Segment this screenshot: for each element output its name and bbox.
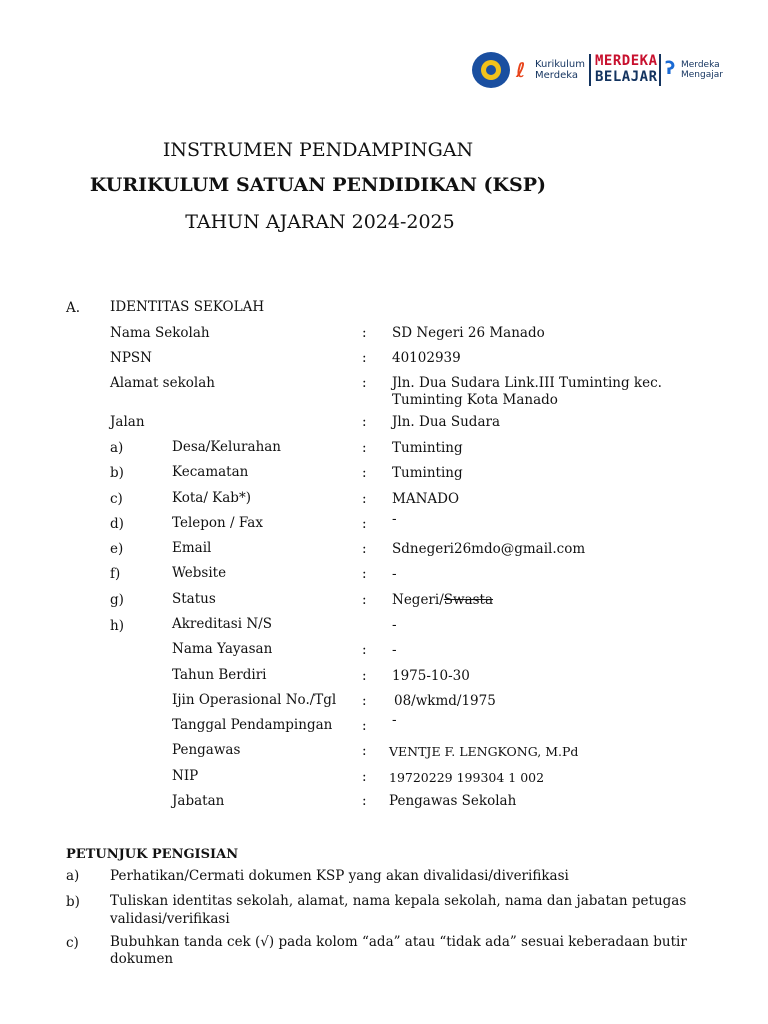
colon: :: [362, 350, 367, 366]
field-value: VENTJE F. LENGKONG, M.Pd: [389, 744, 579, 759]
field-label: Website: [172, 565, 227, 581]
field-value: Tuminting: [392, 465, 463, 481]
field-label: Desa/Kelurahan: [172, 439, 282, 455]
field-label: Telepon / Fax: [172, 515, 263, 531]
colon: :: [362, 743, 367, 759]
field-label: NPSN: [110, 350, 152, 366]
item-marker: e): [110, 541, 124, 557]
colon: :: [362, 375, 367, 391]
field-label: Pengawas: [172, 742, 241, 758]
field-label: Jalan: [110, 414, 145, 430]
item-marker: g): [110, 592, 124, 608]
logo-divider: [589, 54, 591, 86]
field-label: Akreditasi N/S: [172, 616, 272, 632]
colon: :: [362, 668, 367, 684]
instruction-text: Bubuhkan tanda cek (√) pada kolom “ada” atau “tidak ada” sesuai keberadaan butir: [110, 934, 687, 950]
item-marker: c): [66, 935, 79, 951]
field-value: 08/wkmd/1975: [394, 693, 496, 709]
instructions-heading: PETUNJUK PENGISIAN: [66, 847, 239, 862]
colon: :: [362, 325, 367, 341]
colon: :: [362, 769, 367, 785]
colon: :: [362, 516, 367, 532]
instruction-text: validasi/verifikasi: [110, 911, 230, 927]
item-marker: a): [66, 868, 80, 884]
field-value: Jln. Dua Sudara Link.III Tuminting kec.: [392, 375, 662, 391]
item-marker: a): [110, 440, 124, 456]
document-title-line2: KURIKULUM SATUAN PENDIDIKAN (KSP): [89, 174, 547, 196]
field-label: Status: [172, 591, 216, 607]
field-label: Tanggal Pendampingan: [172, 717, 333, 733]
colon: :: [362, 491, 367, 507]
field-value: -: [392, 712, 397, 728]
field-value: Tuminting: [392, 440, 463, 456]
colon: :: [362, 414, 367, 430]
item-marker: b): [110, 465, 124, 481]
instruction-text: Perhatikan/Cermati dokumen KSP yang akan divalidasi/diverifikasi: [110, 868, 569, 884]
field-value: 19720229 199304 1 002: [389, 770, 545, 785]
instruction-text: dokumen: [110, 951, 174, 967]
colon: :: [362, 693, 367, 709]
field-label: Tahun Berdiri: [172, 667, 267, 683]
status-value: Negeri/: [392, 592, 444, 608]
field-value: MANADO: [392, 491, 460, 507]
item-marker: c): [110, 491, 123, 507]
document-title-line3: TAHUN AJARAN 2024-2025: [185, 211, 455, 233]
field-value: Tuminting Kota Manado: [392, 392, 558, 408]
merdeka-mengajar-logo: Merdeka Mengajar: [681, 60, 723, 80]
field-label: Nama Sekolah: [110, 325, 210, 341]
kurikulum-merdeka-logo-icon: ℓ: [516, 58, 526, 82]
field-label: Alamat sekolah: [110, 375, 215, 391]
section-marker: A.: [66, 300, 81, 316]
item-marker: f): [110, 566, 121, 582]
field-value: 1975-10-30: [392, 668, 470, 684]
colon: :: [362, 541, 367, 557]
tut-wuri-handayani-logo-icon: [472, 52, 510, 88]
colon: :: [362, 718, 367, 734]
colon: :: [362, 642, 367, 658]
field-label: Kecamatan: [172, 464, 249, 480]
merdeka-belajar-logo: MERDEKA BELAJAR: [595, 53, 658, 85]
field-value: -: [392, 511, 397, 527]
colon: :: [362, 793, 367, 809]
field-value: Jln. Dua Sudara: [392, 414, 500, 430]
colon: :: [362, 440, 367, 456]
section-heading: IDENTITAS SEKOLAH: [110, 299, 265, 315]
item-marker: d): [110, 516, 124, 532]
field-value: SD Negeri 26 Manado: [392, 325, 545, 341]
status-value-struck: Swasta: [443, 592, 494, 608]
merdeka-mengajar-logo-icon: ʔ: [665, 58, 676, 79]
field-value: Sdnegeri26mdo@gmail.com: [392, 541, 586, 557]
field-value: 40102939: [392, 350, 461, 366]
logo-divider: [659, 54, 661, 86]
field-value: [392, 592, 493, 609]
field-label: Email: [172, 540, 212, 556]
item-marker: b): [66, 894, 80, 910]
document-title-line1: INSTRUMEN PENDAMPINGAN: [162, 139, 474, 161]
field-value: -: [392, 566, 397, 582]
field-value: -: [392, 617, 397, 633]
field-value: Pengawas Sekolah: [389, 793, 517, 809]
field-label: Jabatan: [172, 793, 225, 809]
colon: :: [362, 592, 367, 608]
field-value: -: [392, 642, 397, 658]
field-label: NIP: [172, 768, 199, 784]
header-logos: [472, 50, 762, 90]
instruction-text: Tuliskan identitas sekolah, alamat, nama kepala sekolah, nama dan jabatan petugas: [110, 893, 687, 909]
colon: :: [362, 566, 367, 582]
colon: :: [362, 465, 367, 481]
kurikulum-merdeka-logo: Kurikulum Merdeka: [535, 59, 585, 81]
field-label: Kota/ Kab*): [172, 490, 251, 506]
field-label: Nama Yayasan: [172, 641, 273, 657]
field-label: Ijin Operasional No./Tgl: [172, 692, 337, 708]
item-marker: h): [110, 618, 124, 634]
